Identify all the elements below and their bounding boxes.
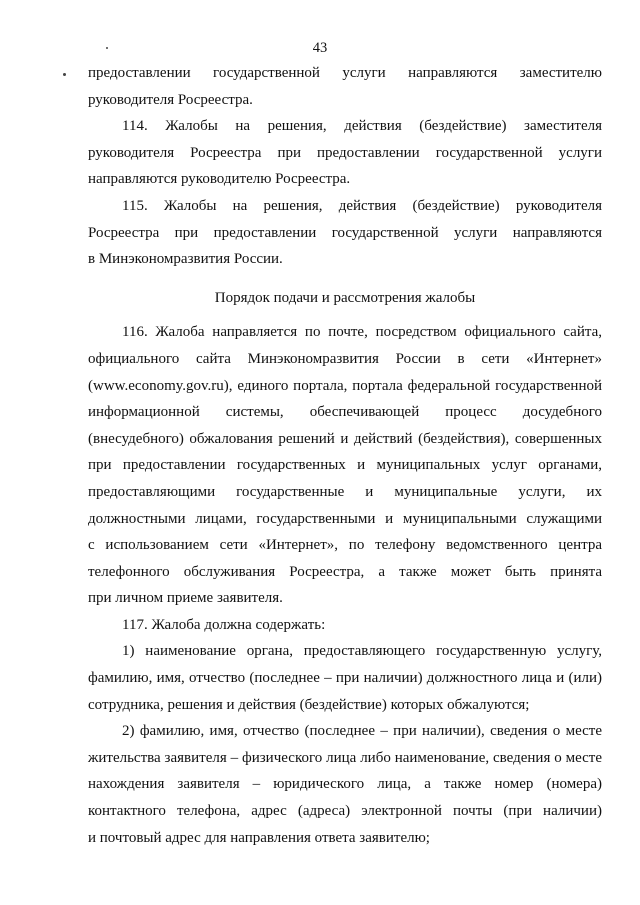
paragraph-continuation — [88, 60, 602, 113]
paragraph-116 — [88, 319, 602, 612]
paragraph-115 — [88, 193, 602, 273]
text-line: Росреестра при предоставлении государственной услуги направляются — [88, 224, 602, 241]
text-line: сотрудника, решения и действия (бездействие) которых обжалуются; — [88, 696, 530, 713]
text-line: официального сайта Минэкономразвития России в сети «Интернет» — [88, 350, 602, 367]
text-line: информационной системы, обеспечивающей процесс досудебного — [88, 404, 602, 421]
text-line: 114. Жалобы на решения, действия (бездействие) заместителя — [122, 118, 602, 135]
text-line: (внесудебного) обжалования решений и действий (бездействия), совершенных — [88, 430, 602, 447]
text-line: руководителя Росреестра. — [88, 91, 253, 108]
text-line: предоставляющими государственные и муниципальные услуги, их — [88, 483, 602, 500]
text-line: 2) фамилию, имя, отчество (последнее – при наличии), сведения о месте — [122, 723, 602, 740]
text-line: нахождения заявителя – юридического лица, а также номер (номера) — [88, 776, 602, 793]
text-line: с использованием сети «Интернет», по телефону ведомственного центра — [88, 537, 602, 554]
paragraph-117 — [88, 612, 602, 639]
text-line: фамилию, имя, отчество (последнее – при наличии) должностного лица и (или) — [88, 670, 602, 687]
text-line: телефонного обслуживания Росреестра, а также может быть принята — [88, 563, 602, 580]
text-line: 1) наименование органа, предоставляющего государственную услугу, — [122, 643, 602, 660]
section-heading: Порядок подачи и рассмотрения жалобы — [214, 289, 476, 306]
scan-speck — [63, 73, 66, 76]
text-line: в Минэкономразвития России. — [88, 251, 283, 268]
text-line: контактного телефона, адрес (адреса) электронной почты (при наличии) — [88, 803, 602, 820]
text-line: при предоставлении государственных и муниципальных услуг органами, — [88, 457, 602, 474]
text-line: направляются руководителю Росреестра. — [88, 171, 351, 188]
text-line: руководителя Росреестра при предоставлении государственной услуги — [88, 144, 602, 161]
text-line: жительства заявителя – физического лица либо наименование, сведения о месте — [88, 749, 602, 766]
text-line: (www.economy.gov.ru), единого портала, портала федеральной государственной — [88, 377, 602, 394]
text-line: предоставлении государственной услуги направляются заместителю — [88, 65, 602, 81]
page-number: 43 — [312, 40, 328, 56]
text-line: 117. Жалоба должна содержать: — [122, 616, 326, 633]
paragraph-114 — [88, 113, 602, 193]
list-item-1 — [88, 638, 602, 718]
list-item-2 — [88, 718, 602, 851]
text-line: 116. Жалоба направляется по почте, посредством официального сайта, — [122, 324, 602, 341]
text-line: 115. Жалобы на решения, действия (бездействие) руководителя — [122, 197, 602, 214]
text-line: должностными лицами, государственными и муниципальными служащими — [88, 510, 602, 527]
text-line: при личном приеме заявителя. — [88, 590, 283, 607]
document-body — [88, 60, 602, 851]
text-line: и почтовый адрес для направления ответа заявителю; — [88, 829, 430, 846]
scan-speck — [106, 47, 108, 49]
